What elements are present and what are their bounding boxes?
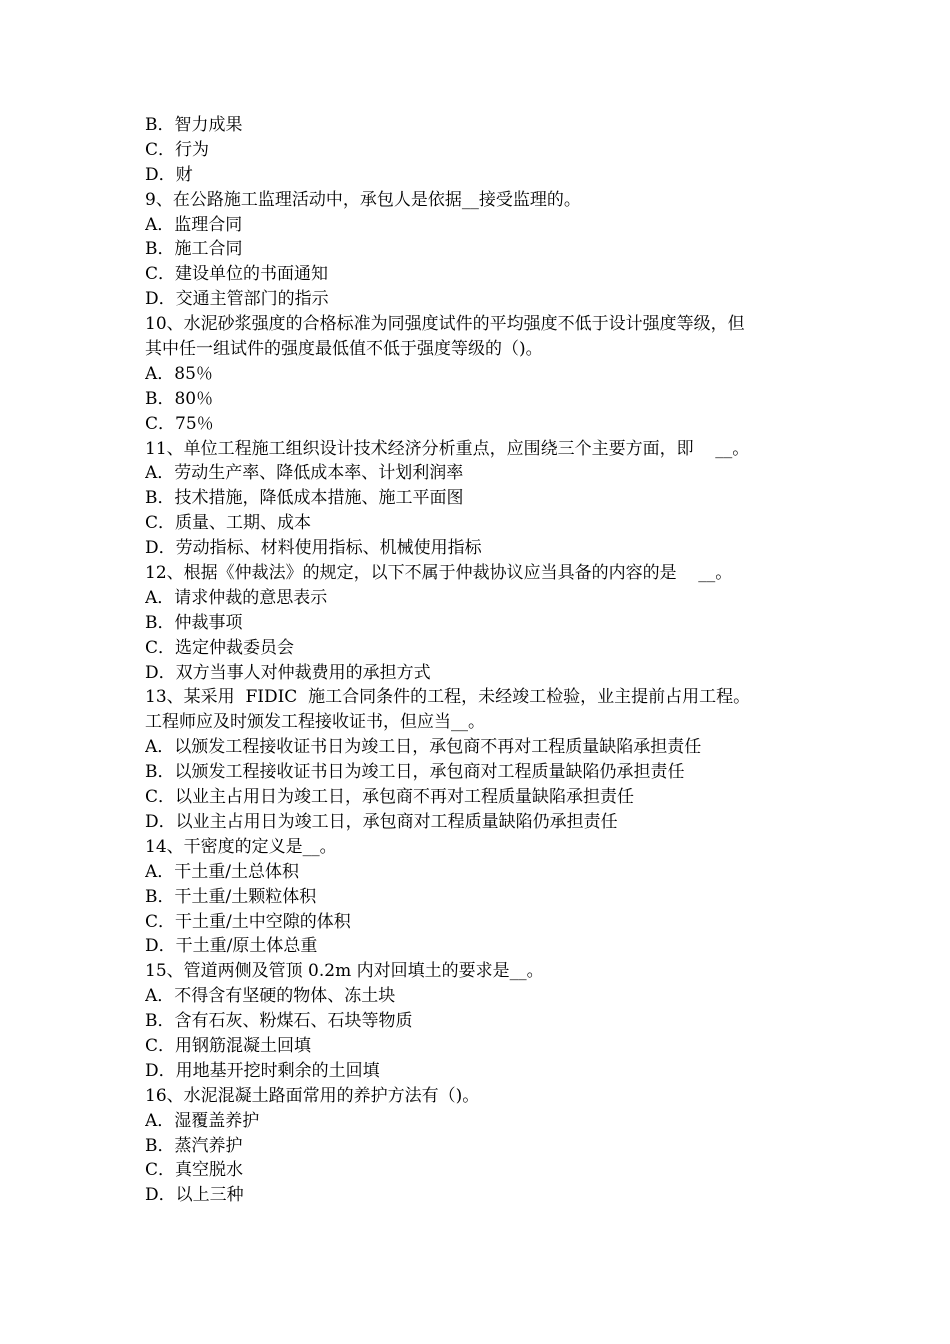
- q10-option-a: A．85％: [145, 363, 213, 384]
- q13-option-c: C．以业主占用日为竣工日，承包商不再对工程质量缺陷承担责任: [145, 787, 635, 808]
- q10-option-b: B．80％: [145, 388, 214, 409]
- q15-option-a: A．不得含有坚硬的物体、冻土块: [145, 986, 396, 1007]
- option-c-text: C．行为: [145, 139, 210, 160]
- q11-option-c: C．质量、工期、成本: [145, 513, 312, 534]
- q16-option-c: C．真空脱水: [145, 1160, 244, 1181]
- question-15-text: 15、管道两侧及管顶 0.2m 内对回填土的要求是__。: [145, 961, 544, 982]
- q9-option-b: B．施工合同: [145, 239, 243, 260]
- document-page: [145, 113, 825, 1208]
- q13-option-a: A．以颁发工程接收证书日为竣工日，承包商不再对工程质量缺陷承担责任: [145, 737, 702, 758]
- q11-option-d: D．劳动指标、材料使用指标、机械使用指标: [145, 538, 482, 559]
- q15-option-c: C．用钢筋混凝土回填: [145, 1035, 312, 1056]
- q9-option-d: D．交通主管部门的指示: [145, 289, 329, 310]
- option-d-text: D．财: [145, 164, 193, 185]
- q14-option-b: B．干土重/土颗粒体积: [145, 886, 317, 907]
- q16-option-a: A．湿覆盖养护: [145, 1110, 260, 1131]
- option-b-text: B．智力成果: [145, 115, 243, 135]
- q12-option-a: A．请求仲裁的意思表示: [145, 587, 328, 608]
- q12-option-c: C．选定仲裁委员会: [145, 637, 295, 658]
- question-14-text: 14、干密度的定义是__。: [145, 836, 337, 857]
- q16-option-b: B．蒸汽养护: [145, 1135, 243, 1156]
- question-13-text-cont: 工程师应及时颁发工程接收证书，但应当__。: [145, 712, 485, 733]
- q9-option-c: C．建设单位的书面通知: [145, 264, 329, 285]
- question-12-text: 12、根据《仲裁法》的规定，以下不属于仲裁协议应当具备的内容的是 __。: [145, 563, 733, 584]
- q15-option-b: B．含有石灰、粉煤石、石块等物质: [145, 1011, 413, 1032]
- q13-option-d: D．以业主占用日为竣工日，承包商对工程质量缺陷仍承担责任: [145, 811, 618, 832]
- q12-option-b: B．仲裁事项: [145, 612, 243, 633]
- question-13-text: 13、某采用 FIDIC 施工合同条件的工程，未经竣工检验，业主提前占用工程。: [145, 687, 751, 708]
- q12-option-d: D．双方当事人对仲裁费用的承担方式: [145, 662, 431, 683]
- question-9-text: 9、在公路施工监理活动中，承包人是依据__接受监理的。: [145, 189, 581, 210]
- q16-option-d: D．以上三种: [145, 1185, 244, 1206]
- q15-option-d: D．用地基开挖时剩余的土回填: [145, 1060, 380, 1081]
- q13-option-b: B．以颁发工程接收证书日为竣工日，承包商对工程质量缺陷仍承担责任: [145, 762, 685, 783]
- question-11-text: 11、单位工程施工组织设计技术经济分析重点，应围绕三个主要方面，即 __。: [145, 438, 750, 459]
- q11-option-a: A．劳动生产率、降低成本率、计划利润率: [145, 463, 464, 484]
- question-10-text: 10、水泥砂浆强度的合格标准为同强度试件的平均强度不低于设计强度等级，但: [145, 314, 745, 335]
- question-16-text: 16、水泥混凝土路面常用的养护方法有（)。: [145, 1085, 480, 1106]
- q14-option-c: C．干土重/土中空隙的体积: [145, 911, 351, 932]
- q14-option-d: D．干土重/原土体总重: [145, 936, 318, 957]
- q9-option-a: A．监理合同: [145, 214, 243, 235]
- q10-option-c: C．75％: [145, 413, 214, 434]
- q11-option-b: B．技术措施，降低成本措施、施工平面图: [145, 488, 464, 509]
- q14-option-a: A．干土重/土总体积: [145, 861, 300, 882]
- question-10-text-cont: 其中任一组试件的强度最低值不低于强度等级的（)。: [145, 339, 543, 360]
